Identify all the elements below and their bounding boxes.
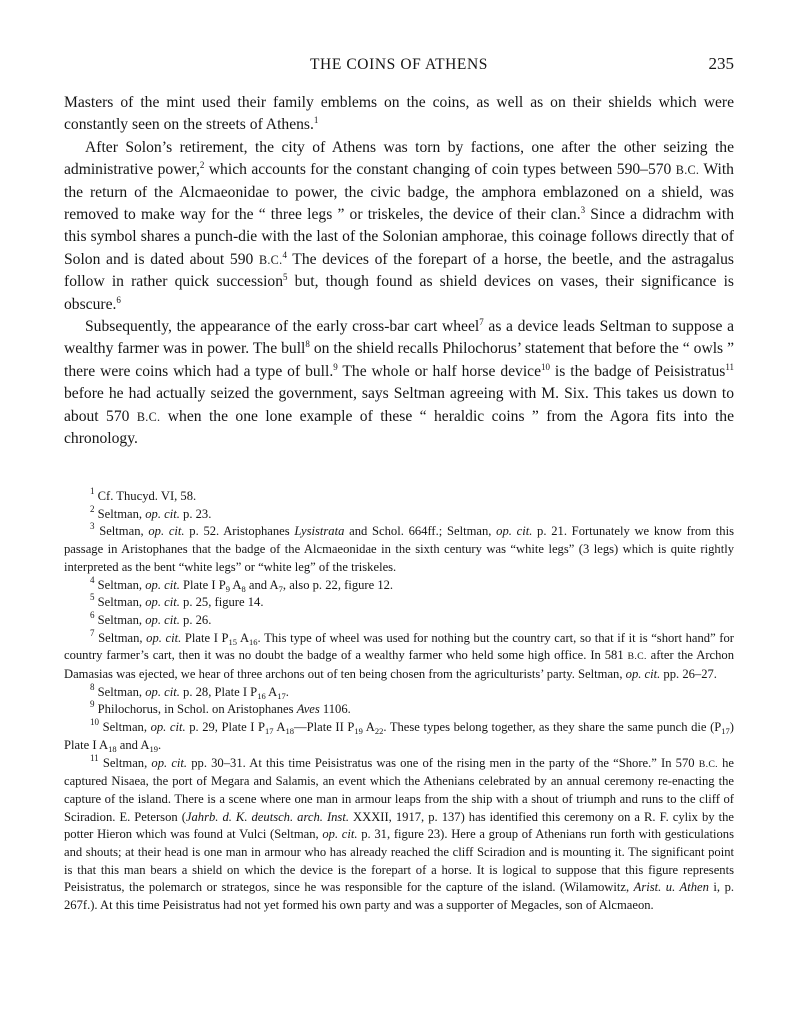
footnote-8: $^8$ Seltman, op. cit. p. 28, Plate I $P_{16}$ $A_{17}$. xyxy=(90,681,289,701)
body-paragraph-3: Subsequently, the appearance of the early cross-bar cart wheel$^7$ as a device leads Seltman to suppose a wealthy farmer was in power. The bull$^8$ on the shield recalls Philochorus’ statement that before the “ owls ” there were coins which had a type of bull.$^9$ The whole or half horse device$^{10}$ is the badge of Peisistratus$^{11}$ before he had actually seized the government, says Seltman agreeing with M. Six. This takes us down to about 570 B.C. when the one lone example of these “ heraldic coins ” from the Agora fits into the chronology. xyxy=(64,317,734,448)
footnote-10: $^{10}$ Seltman, op. cit. p. 29, Plate I $P_{17}$ $A_{18}—Plate$ II $P_{19}$ $A_{22}$. These types belong together, as they share the same punch die $(P_{17})$ Plate I $A_{18}$ and $A_{19}$. xyxy=(64,717,734,754)
footnote-ref: 1 xyxy=(313,115,319,126)
footnote-ref: 2 xyxy=(199,160,205,171)
footnote-6: $^6$ Seltman, op. cit. p. 26. xyxy=(90,609,212,627)
footnote-2: $^2$ Seltman, op. cit. p. 23. xyxy=(90,503,212,521)
footnote-ref: 6 xyxy=(116,294,121,305)
footnote-ref: 5 xyxy=(283,272,288,283)
footnote-ref: 3 xyxy=(580,205,586,216)
footnotes xyxy=(64,488,734,915)
footnote-9: $^9$ Philochorus, in Schol. on Aristophanes Aves 1106. xyxy=(90,699,351,717)
footnote-ref: 8 xyxy=(305,339,310,350)
main-text xyxy=(64,92,734,451)
body-paragraph-2: After Solon’s retirement, the city of Athens was torn by factions, one after the other seizing the administrative power,$^2$ which accounts for the constant changing of coin types between 590–570 B.C. With the return of the Alcmaeonidae to power, the civic badge, the amphora emblazoned on a shield, was removed to make way for the “ three legs ” or triskeles, the device of their clan.$^3$ Since a didrachm with this symbol shares a punch-die with the last of the Solonian amphorae, this coinage follows directly that of Solon and is dated about 590 B.C.$^4$ The devices of the forepart of a horse, the beetle, and the astragalus follow in rather quick succession$^5$ but, though found as shield devices on vases, their significance is obscure.$^6$ xyxy=(64,138,734,313)
footnote-ref: 4 xyxy=(282,249,287,260)
footnote-5: $^5$ Seltman, op. cit. p. 25, figure 14. xyxy=(90,592,264,610)
footnote-4: $^4$ Seltman, op. cit. Plate I $P_9$ $A_8$ and $A_7$, also p. 22, figure 12. xyxy=(90,574,394,594)
footnote-ref: 7 xyxy=(479,317,484,328)
running-head xyxy=(64,56,734,82)
footnote-ref: 10 xyxy=(541,361,551,372)
footnote-1: $^1$ Cf. Thucyd. VI, 58. xyxy=(90,486,197,503)
footnote-ref: 11 xyxy=(725,361,734,372)
footnote-11: $^{11}$ Seltman, op. cit. pp. 30–31. At this time Peisistratus was one of the rising men in the party of the “Shore.” In 570 B.C. he captured Nisaea, the port of Megara and Salamis, an event which the Athenians celebrated by an annual ceremony re-enacting the capture of the island. There is a scene where one man in armour leaps from the ship with a shout of triumph and runs to the cliff of Sciradion. E. Peterson (Jahrb. d. K. deutsch. arch. Inst. XXXII, 1917, p. 137) has identified this ceremony on a R. F. cylix by the potter Hieron which was found at Vulci (Seltman, op. cit. p. 31, figure 23). Here a group of Athenians run forth with gesticulations and shouts; at their head is one man in armour who has already reached the cliff Sciradion and is mounting it. The significant point is that this man bears a shield on which the device is the forepart of a horse. It is logical to suppose that this figure represents Peisistratus, the polemarch or strategos, since he was responsible for the capture of the island. (Wilamowitz, Arist. u. Athen i, p. 267f.). At this time Peisistratus had not yet formed his own party and was a supporter of Megacles, son of Alcmaeon. xyxy=(64,752,735,913)
footnote-7: $^7$ Seltman, op. cit. Plate I $P_{15}$ $A_{16}$. This type of wheel was used for nothing but the country cart, so that if it is “short hand” for country farmer’s cart, then it was no doubt the badge of a wealthy farmer who held some high office. In 581 B.C. after the Archon Damasias was ejected, we hear of three archons out of ten being chosen from the agriculturists’ party. Seltman, op. cit. pp. 26–27. xyxy=(64,627,734,682)
running-title: THE COINS OF ATHENS xyxy=(309,56,489,73)
footnote-ref: 9 xyxy=(333,361,338,372)
body-paragraph-1: Masters of the mint used their family emblems on the coins, as well as on their shields which were constantly seen on the streets of Athens.$^1$ xyxy=(64,94,734,134)
page-number: 235 xyxy=(708,54,734,73)
footnote-3: $^3$ Seltman, op. cit. p. 52. Aristophanes Lysistrata and Schol. 664ff.; Seltman, op. cit. p. 21. Fortunately we know from this passage in Aristophanes that the badge of the Alcmaeonidae in the sixth century was “white legs” (3 legs) which is quite rightly interpreted as the bent “white legs” or “white leg” of the triskeles. xyxy=(64,521,734,574)
